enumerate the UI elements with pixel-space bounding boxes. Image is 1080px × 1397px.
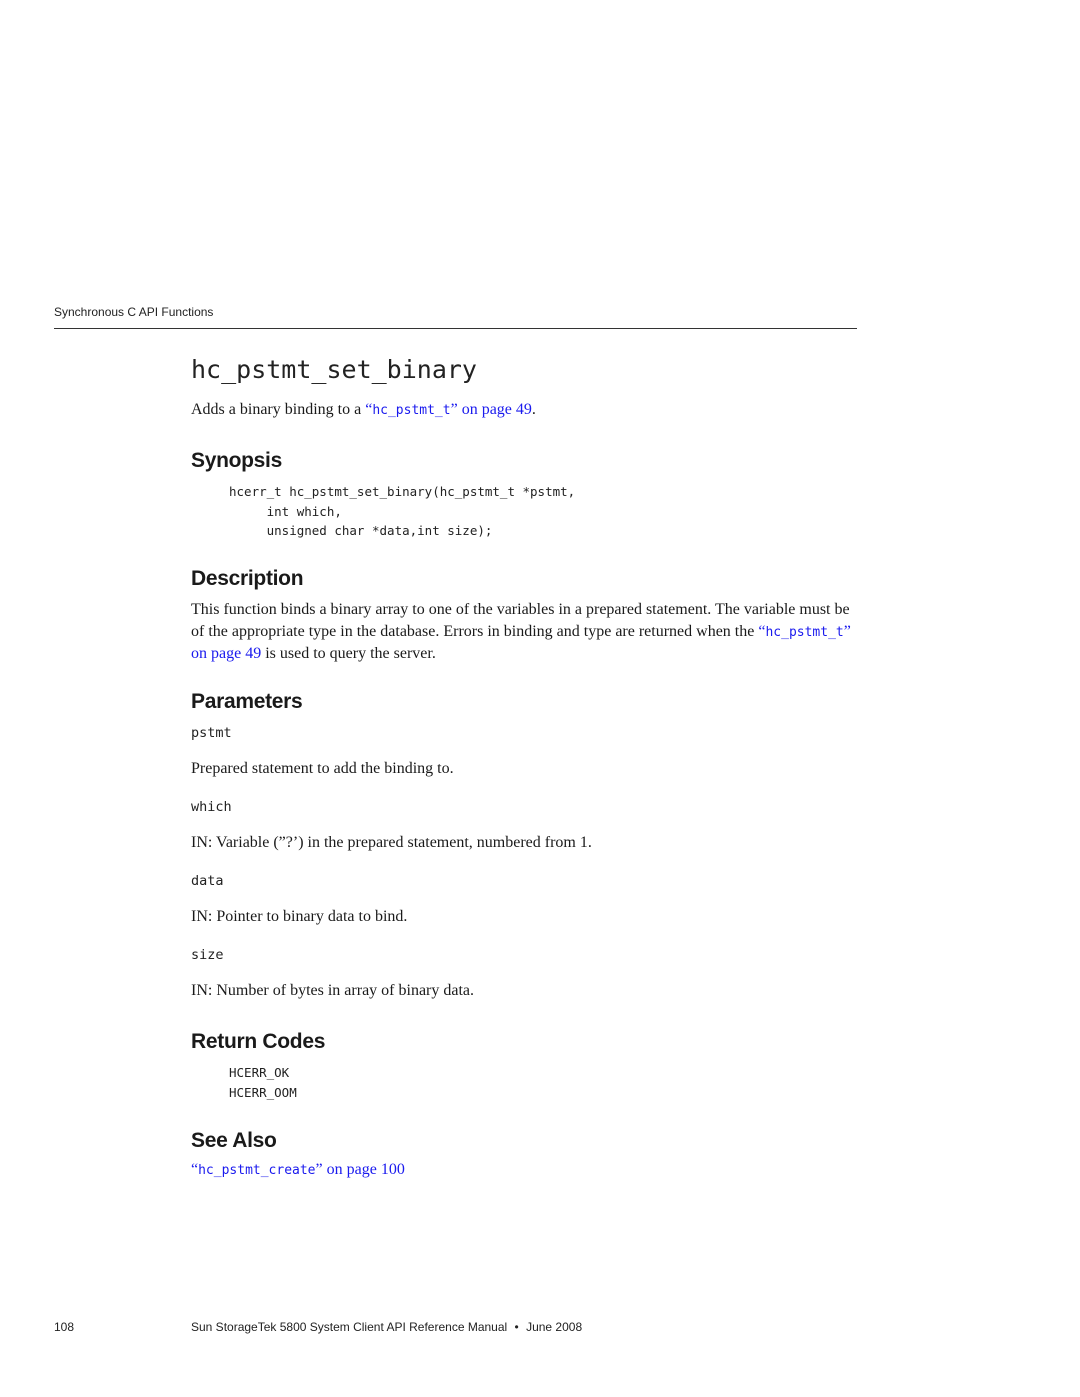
running-header: Synchronous C API Functions bbox=[54, 305, 214, 319]
param-description: IN: Variable (”?’) in the prepared statement, numbered from 1. bbox=[191, 834, 592, 851]
summary-text: Adds a binary binding to a bbox=[191, 401, 366, 418]
footer-date: June 2008 bbox=[526, 1320, 583, 1334]
param-name: data bbox=[191, 873, 224, 889]
param-name: which bbox=[191, 799, 232, 815]
function-summary bbox=[191, 401, 536, 419]
param-description: IN: Pointer to binary data to bind. bbox=[191, 908, 408, 925]
footer-manual-info bbox=[191, 1320, 582, 1334]
param-name: pstmt bbox=[191, 725, 232, 741]
synopsis-heading: Synopsis bbox=[191, 449, 282, 472]
description-link-hc-pstmt-t[interactable]: “hc_pstmt_t” on page 49 bbox=[191, 622, 851, 662]
synopsis-code: hcerr_t hc_pstmt_set_binary(hc_pstmt_t *pstmt, int which, unsigned char *data,int size); bbox=[229, 484, 576, 538]
return-codes-heading: Return Codes bbox=[191, 1030, 326, 1053]
see-also-heading: See Also bbox=[191, 1129, 277, 1152]
see-also-link-hc-pstmt-create[interactable]: “hc_pstmt_create” on page 100 bbox=[191, 1161, 405, 1178]
summary-link-hc-pstmt-t[interactable]: “hc_pstmt_t” on page 49 bbox=[365, 401, 532, 418]
footer-separator: • bbox=[514, 1320, 519, 1334]
param-description: Prepared statement to add the binding to. bbox=[191, 760, 454, 777]
see-also-entry bbox=[191, 1161, 405, 1179]
param-description: IN: Number of bytes in array of binary data. bbox=[191, 982, 475, 999]
return-codes-list: HCERR_OK HCERR_OOM bbox=[229, 1065, 297, 1100]
param-name: size bbox=[191, 947, 224, 963]
header-divider bbox=[54, 328, 857, 329]
footer-manual-title: Sun StorageTek 5800 System Client API Reference Manual bbox=[191, 1320, 508, 1334]
page-number: 108 bbox=[54, 1320, 75, 1334]
summary-period: . bbox=[531, 401, 536, 418]
description-heading: Description bbox=[191, 567, 304, 590]
page-title: hc_pstmt_set_binary bbox=[191, 355, 477, 384]
description-paragraph: This function binds a binary array to one of the variables in a prepared statement. The variable must be of the appropriate type in the database. Errors in binding and type are returned when the “hc_pstmt_t” on page 49 is used to query the server. bbox=[191, 601, 851, 662]
parameters-heading: Parameters bbox=[191, 690, 303, 713]
